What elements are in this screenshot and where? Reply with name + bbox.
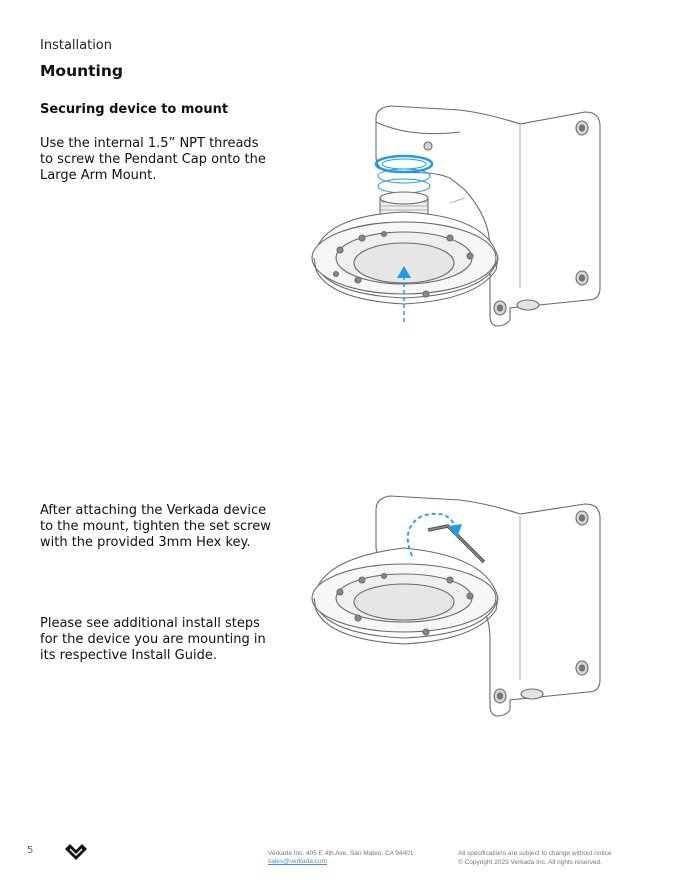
- subheading-securing-device: Securing device to mount: [40, 102, 229, 117]
- footer-legal-line1: All specifications are subject to change without notice: [458, 850, 612, 857]
- footer-email-link[interactable]: sales@verkada.com: [268, 858, 327, 865]
- page-title: Mounting: [40, 62, 123, 80]
- footer-legal-line2: © Copyright 2023 Verkada Inc. All rights reserved.: [458, 859, 602, 866]
- verkada-logo-icon: [64, 843, 88, 861]
- pendant-cap: [312, 192, 498, 304]
- footer-address: Verkada Inc. 405 E 4th Ave, San Mateo, CA 94401: [268, 850, 414, 857]
- section-label: Installation: [40, 38, 113, 53]
- step-text-set-screw: After attaching the Verkada device to the mount, tighten the set screw with the provided 3mm Hex key.: [40, 503, 271, 550]
- mount-threads-illustration: [300, 98, 610, 333]
- page-number: 5: [27, 845, 34, 856]
- footer-legal: [458, 849, 658, 867]
- step-text-install-guide: Please see additional install steps for the device you are mounting in its respective Install Guide.: [40, 616, 266, 663]
- step-text-threads: Use the internal 1.5” NPT threads to screw the Pendant Cap onto the Large Arm Mount.: [40, 136, 266, 183]
- set-screw-illustration: [300, 488, 610, 718]
